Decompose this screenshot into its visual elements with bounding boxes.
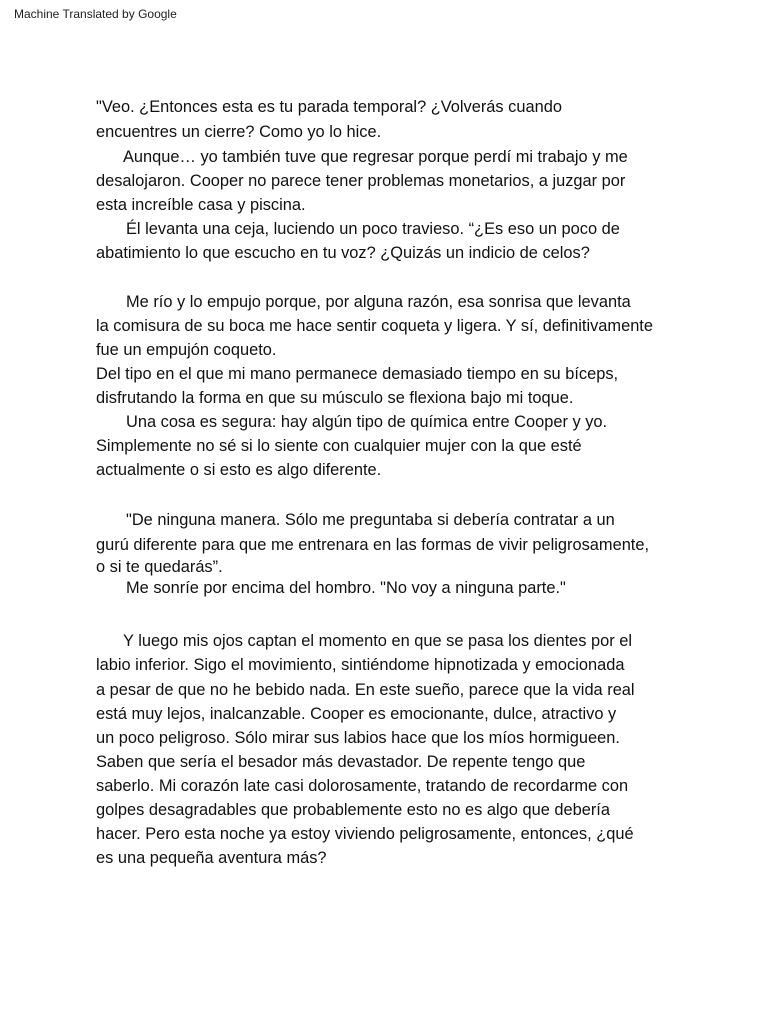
text-line: Aunque… yo también tuve que regresar porque perdí mi trabajo y me <box>123 148 628 166</box>
text-line: Simplemente no sé si lo siente con cualquier mujer con la que esté <box>96 437 582 455</box>
text-line: esta increíble casa y piscina. <box>96 196 306 214</box>
text-line: un poco peligroso. Sólo mirar sus labios hace que los míos hormigueen. <box>96 729 620 747</box>
text-line: hacer. Pero esta noche ya estoy viviendo peligrosamente, entonces, ¿qué <box>96 825 634 843</box>
text-line: abatimiento lo que escucho en tu voz? ¿Quizás un indicio de celos? <box>96 244 590 262</box>
text-line: Del tipo en el que mi mano permanece demasiado tiempo en su bíceps, <box>96 365 619 383</box>
text-line: a pesar de que no he bebido nada. En este sueño, parece que la vida real <box>96 681 635 699</box>
text-line: disfrutando la forma en que su músculo se flexiona bajo mi toque. <box>96 389 574 407</box>
text-line: actualmente o si esto es algo diferente. <box>96 461 382 479</box>
text-line: Y luego mis ojos captan el momento en que se pasa los dientes por el <box>123 632 633 650</box>
text-line: fue un empujón coqueto. <box>96 341 277 359</box>
text-line: la comisura de su boca me hace sentir coqueta y ligera. Y sí, definitivamente <box>96 317 653 335</box>
machine-translation-notice: Machine Translated by Google <box>14 7 177 21</box>
text-line: encuentres un cierre? Como yo lo hice. <box>96 123 382 141</box>
text-line: Él levanta una ceja, luciendo un poco travieso. “¿Es eso un poco de <box>126 220 620 238</box>
text-line: Me sonríe por encima del hombro. "No voy a ninguna parte." <box>126 579 566 597</box>
text-line: gurú diferente para que me entrenara en las formas de vivir peligrosamente, <box>96 536 650 554</box>
text-line: saberlo. Mi corazón late casi dolorosamente, tratando de recordarme con <box>96 777 629 795</box>
text-line: es una pequeña aventura más? <box>96 849 327 867</box>
text-line: Saben que sería el besador más devastador. De repente tengo que <box>96 753 586 771</box>
text-line: o si te quedarás”. <box>96 558 223 576</box>
text-line: "Veo. ¿Entonces esta es tu parada temporal? ¿Volverás cuando <box>96 98 562 116</box>
text-line: labio inferior. Sigo el movimiento, sintiéndome hipnotizada y emocionada <box>96 656 625 674</box>
text-line: está muy lejos, inalcanzable. Cooper es emocionante, dulce, atractivo y <box>96 705 617 723</box>
text-line: "De ninguna manera. Sólo me preguntaba si debería contratar a un <box>126 511 615 529</box>
text-line: Una cosa es segura: hay algún tipo de química entre Cooper y yo. <box>126 413 608 431</box>
text-line: Me río y lo empujo porque, por alguna razón, esa sonrisa que levanta <box>126 293 631 311</box>
text-line: golpes desagradables que probablemente esto no es algo que debería <box>96 801 610 819</box>
text-line: desalojaron. Cooper no parece tener problemas monetarios, a juzgar por <box>96 172 626 190</box>
